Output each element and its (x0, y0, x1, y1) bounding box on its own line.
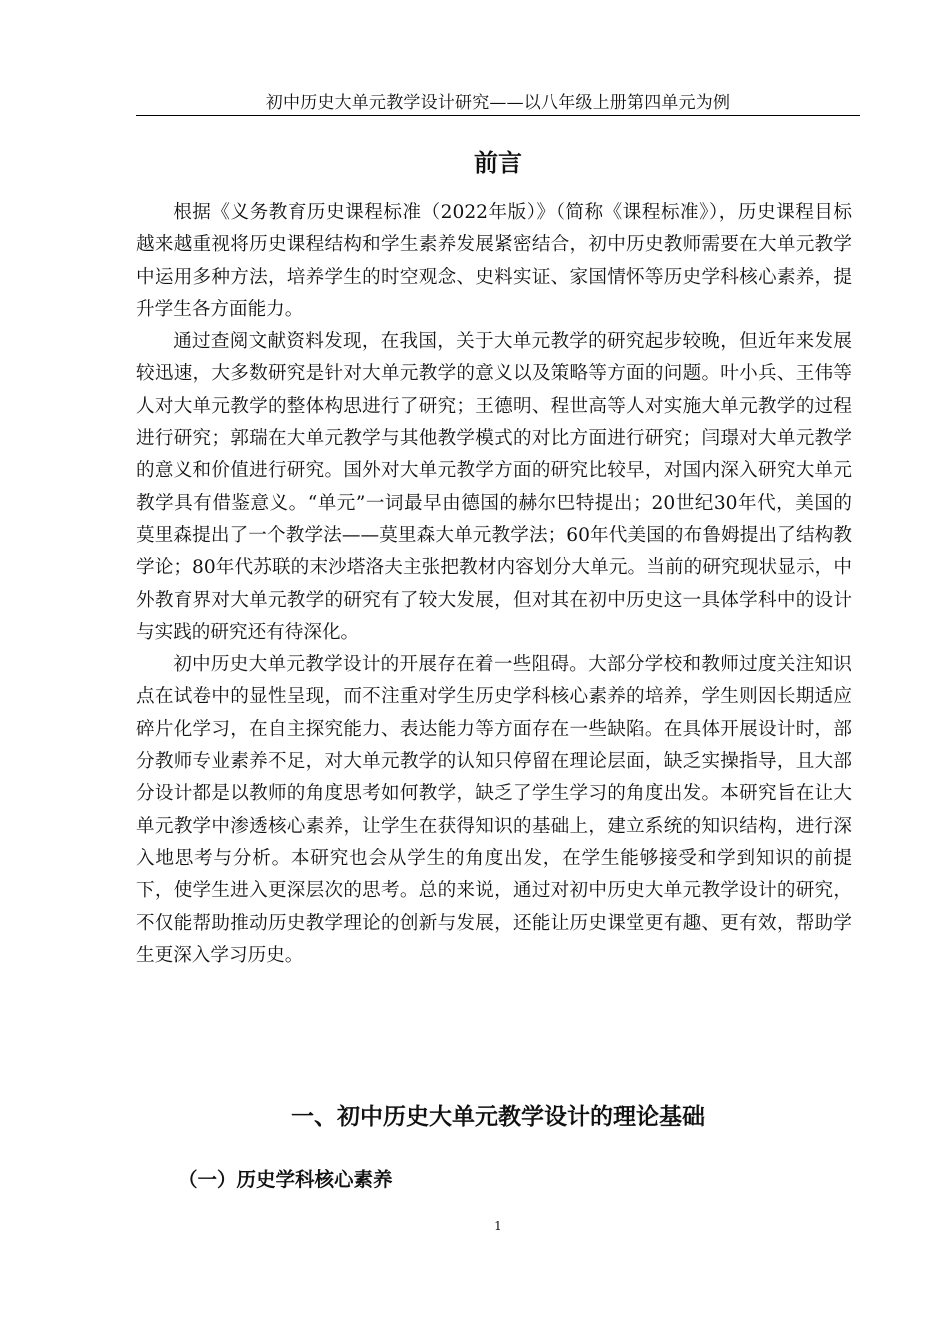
preface-body (136, 197, 852, 972)
running-header: 初中历史大单元教学设计研究——以八年级上册第四单元为例 (265, 93, 731, 113)
preface-paragraph-3: 初中历史大单元教学设计的开展存在着一些阻碍。大部分学校和教师过度关注知识点在试卷中的显性呈现，而不注重对学生历史学科核心素养的培养，学生则因长期适应碎片化学习，在自主探究能力、表达能力等方面存在一些缺陷。在具体开展设计时，部分教师专业素养不足，对大单元教学的认知只停留在理论层面，缺乏实操指导，且大部分设计都是以教师的角度思考如何教学，缺乏了学生学习的角度出发。本研究旨在让大单元教学中渗透核心素养，让学生在获得知识的基础上，建立系统的知识结构，进行深入地思考与分析。本研究也会从学生的角度出发，在学生能够接受和学到知识的前提下，使学生进入更深层次的思考。总的来说，通过对初中历史大单元教学设计的研究，不仅能帮助推动历史教学理论的创新与发展，还能让历史课堂更有趣、更有效，帮助学生更深入学习历史。 (136, 654, 852, 966)
header-rule (136, 115, 860, 116)
page-number: 1 (494, 1219, 502, 1233)
section-heading: 一、初中历史大单元教学设计的理论基础 (291, 1104, 705, 1130)
subsection-heading: （一）历史学科核心素养 (178, 1168, 393, 1191)
preface-paragraph-1: 根据《义务教育历史课程标准（2022年版）》（简称《课程标准》），历史课程目标越来越重视将历史课程结构和学生素养发展紧密结合，初中历史教师需要在大单元教学中运用多种方法，培养学生的时空观念、史料实证、家国情怀等历史学科核心素养，提升学生各方面能力。 (136, 202, 852, 320)
preface-title: 前言 (474, 149, 522, 177)
preface-paragraph-2: 通过查阅文献资料发现，在我国，关于大单元教学的研究起步较晚，但近年来发展较迅速，大多数研究是针对大单元教学的意义以及策略等方面的问题。叶小兵、王伟等人对大单元教学的整体构思进行了研究；王德明、程世高等人对实施大单元教学的过程进行研究；郭瑞在大单元教学与其他教学模式的对比方面进行研究；闫璟对大单元教学的意义和价值进行研究。国外对大单元教学方面的研究比较早，对国内深入研究大单元教学具有借鉴意义。“单元”一词最早由德国的赫尔巴特提出；20世纪30年代，美国的莫里森提出了一个教学法——莫里森大单元教学法；60年代美国的布鲁姆提出了结构教学论；80年代苏联的末沙塔洛夫主张把教材内容划分大单元。当前的研究现状显示，中外教育界对大单元教学的研究有了较大发展，但对其在初中历史这一具体学科中的设计与实践的研究还有待深化。 (136, 331, 852, 643)
